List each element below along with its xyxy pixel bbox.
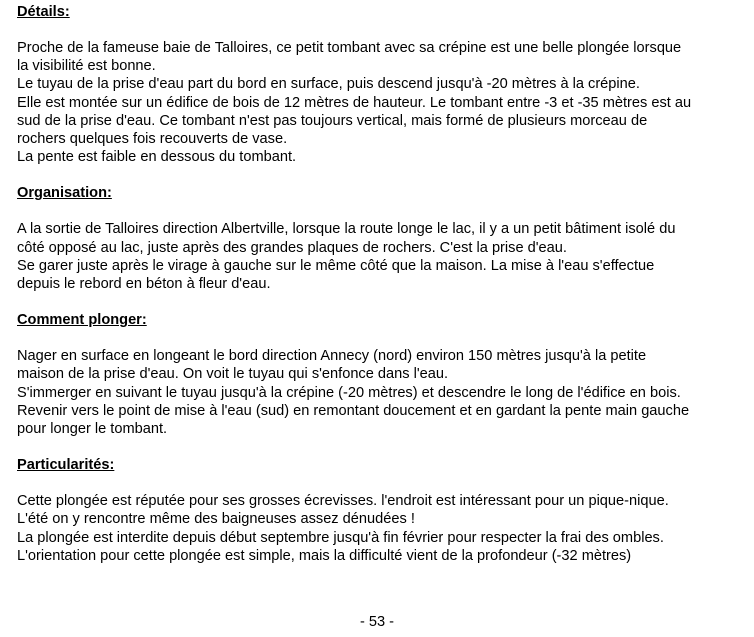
- section-heading-organisation: Organisation:: [17, 185, 112, 202]
- text-line: Cette plongée est réputée pour ses grosses écrevisses. l'endroit est intéressant pour un pique-nique.: [17, 493, 669, 510]
- section-organisation: [17, 184, 747, 293]
- section-details: [17, 3, 747, 166]
- text-line: rochers quelques fois recouverts de vase.: [17, 131, 288, 148]
- text-line: Le tuyau de la prise d'eau part du bord en surface, puis descend jusqu'à -20 mètres à la crépine.: [17, 76, 640, 93]
- spacer: [17, 202, 747, 220]
- section-body-organisation: [17, 220, 747, 293]
- text-line: la visibilité est bonne.: [17, 58, 156, 75]
- text-line: maison de la prise d'eau. On voit le tuyau qui s'enfonce dans l'eau.: [17, 366, 449, 383]
- text-line: depuis le rebord en béton à fleur d'eau.: [17, 276, 271, 293]
- spacer: [17, 329, 747, 347]
- document-page: [17, 3, 747, 583]
- section-body-comment-plonger: [17, 347, 747, 438]
- spacer: [17, 21, 747, 39]
- text-line: pour longer le tombant.: [17, 421, 168, 438]
- text-line: Revenir vers le point de mise à l'eau (sud) en remontant doucement et en gardant la pente main gauche: [17, 402, 690, 419]
- section-heading-details: Détails:: [17, 4, 70, 20]
- spacer: [17, 474, 747, 492]
- section-particularites: [17, 456, 747, 565]
- text-line: Se garer juste après le virage à gauche sur le même côté que la maison. La mise à l'eau s'effectue: [17, 257, 655, 274]
- section-heading-particularites: Particularités:: [17, 457, 115, 474]
- text-line: A la sortie de Talloires direction Albertville, lorsque la route longe le lac, il y a un petit bâtiment isolé du: [17, 221, 676, 238]
- text-line: côté opposé au lac, juste après des grandes plaques de rochers. C'est la prise d'eau.: [17, 239, 567, 256]
- text-line: Elle est montée sur un édifice de bois de 12 mètres de hauteur. Le tombant entre -3 et -35 mètres est au: [17, 94, 692, 111]
- text-line: Proche de la fameuse baie de Talloires, ce petit tombant avec sa crépine est une belle plongée lorsque: [17, 40, 682, 56]
- text-line: Nager en surface en longeant le bord direction Annecy (nord) environ 150 mètres jusqu'à la petite: [17, 348, 647, 365]
- text-line: S'immerger en suivant le tuyau jusqu'à la crépine (-20 mètres) et descendre le long de l'édifice en bois.: [17, 384, 681, 401]
- text-line: L'été on y rencontre même des baigneuses assez dénudées !: [17, 511, 415, 528]
- text-line: sud de la prise d'eau. Ce tombant n'est pas toujours vertical, mais formé de plusieurs morceau de: [17, 112, 648, 129]
- section-heading-comment-plonger: Comment plonger:: [17, 312, 147, 329]
- section-comment-plonger: [17, 311, 747, 438]
- section-body-particularites: [17, 492, 747, 565]
- section-body-details: [17, 39, 747, 166]
- text-line: L'orientation pour cette plongée est simple, mais la difficulté vient de la profondeur (-32 mètres): [17, 547, 632, 564]
- text-line: La plongée est interdite depuis début septembre jusqu'à fin février pour respecter la frai des ombles.: [17, 529, 664, 546]
- page-number: - 53 -: [359, 614, 395, 630]
- text-line: La pente est faible en dessous du tombant.: [17, 149, 297, 166]
